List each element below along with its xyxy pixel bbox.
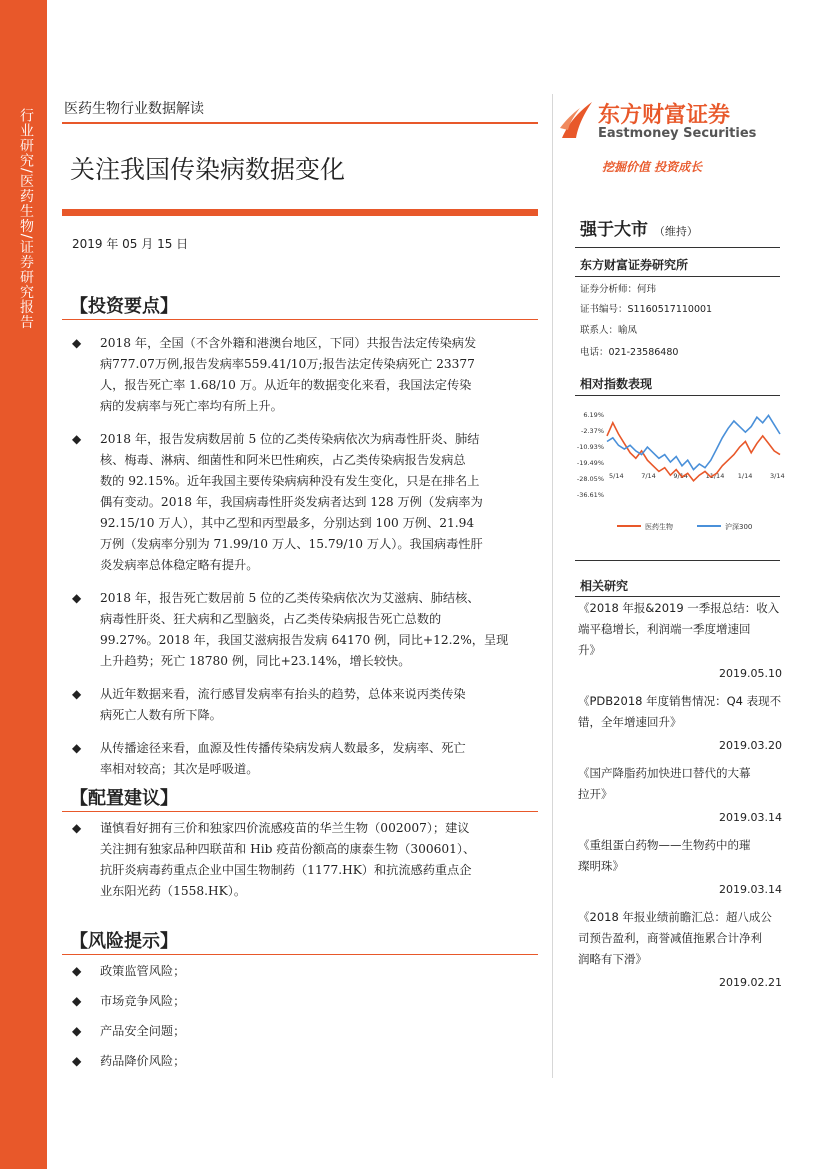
sidebar [0, 0, 47, 1169]
bullet-diamond-icon: ◆ [72, 591, 82, 605]
related-report-link[interactable] [578, 907, 782, 970]
invest-bullet-line: 2018 年，全国（不含外籍和港澳台地区，下同）共报告法定传染病发 [100, 336, 477, 350]
bullet-diamond-icon: ◆ [72, 994, 82, 1008]
rating-label: 强于大市 [580, 220, 648, 240]
risk-item [72, 1052, 185, 1069]
column-divider [552, 94, 553, 1078]
y-tick-label: 6.19% [583, 411, 604, 419]
risk-item-text: 药品降价风险； [100, 1054, 186, 1068]
bullet-diamond-icon: ◆ [72, 964, 82, 978]
invest-bullet-line: 2018 年，报告发病数居前 5 位的乙类传染病依次为病毒性肝炎、肺结 [100, 432, 480, 446]
institute-name: 东方财富证券研究所 [580, 258, 689, 272]
rating [580, 215, 698, 240]
invest-bullet-line: 病777.07万例,报告发病率559.41/10万;报告法定传染病死亡 23377 [100, 357, 475, 371]
x-tick-label: 11/14 [705, 472, 725, 480]
related-title: 相关研究 [580, 579, 629, 593]
brand-name-en: Eastmoney Securities [598, 126, 757, 141]
x-tick-label: 3/14 [770, 472, 785, 480]
invest-bullet-line: 率相对较高；其次是呼吸道。 [100, 762, 259, 776]
risk-item-text: 产品安全问题； [100, 1024, 186, 1038]
cert-number: 证书编号：S1160517110001 [580, 304, 713, 315]
brand-name: 东方财富证券 [598, 103, 731, 128]
related-report-link[interactable] [578, 691, 782, 733]
title-rule [62, 209, 538, 216]
invest-bullet [72, 588, 538, 672]
brand-logo-icon [558, 98, 594, 142]
related-report-date: 2019.03.20 [719, 739, 782, 752]
risk-item [72, 1022, 185, 1039]
related-report-title-line: 润略有下滑》 [578, 952, 647, 966]
related-report-title-line: 拉开》 [578, 787, 613, 801]
related-report-link[interactable] [578, 763, 782, 805]
related-rule [575, 596, 780, 597]
invest-bullet-line: 99.27%。2018 年，我国艾滋病报告发病 64170 例，同比+12.2%，呈现 [100, 633, 509, 647]
config-bullet [72, 818, 538, 902]
section-rule-risk [62, 954, 538, 955]
brand-slogan: 挖掘价值 投资成长 [602, 160, 703, 174]
related-report-title-line: 璨明珠》 [578, 859, 624, 873]
invest-bullet-line: 从近年数据来看，流行感冒发病率有抬头的趋势，总体来说丙类传染 [100, 687, 466, 701]
invest-bullet-line: 上升趋势；死亡 18780 例，同比+23.14%，增长较快。 [100, 654, 411, 668]
invest-bullet-line: 核、梅毒、淋病、细菌性和阿米巴性痢疾，占乙类传染病报告发病总 [100, 453, 466, 467]
bullet-diamond-icon: ◆ [72, 1024, 82, 1038]
invest-bullet [72, 684, 538, 726]
invest-bullet [72, 333, 538, 417]
chart-panel-title: 相对指数表现 [580, 377, 653, 391]
invest-bullet-line: 病死亡人数有所下降。 [100, 708, 222, 722]
invest-bullet-line: 92.15/10 万人），其中乙型和丙型最多，分别达到 100 万例、21.94 [100, 516, 475, 530]
y-tick-label: -28.05% [576, 475, 604, 483]
related-report-link[interactable] [578, 835, 782, 877]
series-line-0 [607, 423, 780, 481]
bullet-diamond-icon: ◆ [72, 1054, 82, 1068]
invest-bullet-line: 数的 92.15%。近年我国主要传染病病种没有发生变化，只是在排名上 [100, 474, 480, 488]
related-report-title-line: 《2018 年报&2019 一季报总结：收入 [578, 601, 780, 615]
related-report-date: 2019.02.21 [719, 976, 782, 989]
chart-panel-rule [575, 395, 780, 396]
sidebar-label: 行业研究/医药生物/证券研究报告 [18, 108, 34, 330]
x-tick-label: 9/14 [673, 472, 689, 480]
bullet-diamond-icon: ◆ [72, 687, 82, 701]
invest-bullet-line: 万例（发病率分别为 71.99/10 万人、15.79/10 万人）。我国病毒性肝 [100, 537, 483, 551]
rating-rule [575, 247, 780, 248]
config-bullet-line: 谨慎看好拥有三价和独家四价流感疫苗的华兰生物（002007）；建议 [100, 821, 470, 835]
invest-bullet-text [100, 684, 538, 726]
rating-sub: （维持） [653, 225, 698, 238]
risk-item-text: 政策监管风险； [100, 964, 186, 978]
related-report-title-line: 升》 [578, 643, 601, 657]
report-date: 2019 年 05 月 15 日 [72, 237, 189, 251]
institute-rule [575, 276, 780, 277]
header-rule [62, 122, 538, 124]
bullet-diamond-icon: ◆ [72, 821, 82, 835]
config-bullet-line: 业东阳光药（1558.HK）。 [100, 884, 247, 898]
section-title-config: 【配置建议】 [70, 788, 178, 809]
page-title: 关注我国传染病数据变化 [70, 155, 346, 184]
related-report-title-line: 端平稳增长，利润端一季度增速回 [578, 622, 751, 636]
related-report-date: 2019.05.10 [719, 667, 782, 680]
y-tick-label: -36.61% [576, 491, 604, 499]
y-tick-label: -10.93% [576, 443, 604, 451]
invest-bullet-text [100, 333, 538, 417]
risk-item [72, 992, 185, 1009]
related-report-date: 2019.03.14 [719, 883, 782, 896]
invest-bullet-line: 病的发病率与死亡率均有所上升。 [100, 399, 283, 413]
report-category: 医药生物行业数据解读 [64, 101, 204, 117]
section-title-risk: 【风险提示】 [70, 931, 178, 952]
invest-bullet-line: 从传播途径来看，血源及性传播传染病发病人数最多，发病率、死亡 [100, 741, 466, 755]
invest-bullet-text [100, 588, 538, 672]
related-report-title-line: 《国产降脂药加快进口替代的大幕 [578, 766, 751, 780]
x-tick-label: 7/14 [641, 472, 656, 480]
series-line-1 [607, 415, 780, 469]
config-bullet-text [100, 818, 538, 902]
related-report-title-line: 《重组蛋白药物——生物药中的璀 [578, 838, 751, 852]
invest-bullet-line: 病毒性肝炎、狂犬病和乙型脑炎，占乙类传染病报告死亡总数的 [100, 612, 442, 626]
chart-bottom-rule [575, 560, 780, 561]
relative-index-chart [575, 405, 785, 540]
invest-bullet-line: 偶有变动。2018 年，我国病毒性肝炎发病者达到 128 万例（发病率为 [100, 495, 483, 509]
x-tick-label: 5/14 [609, 472, 624, 480]
bullet-diamond-icon: ◆ [72, 741, 82, 755]
config-bullet-line: 抗肝炎病毒药重点企业中国生物制药（1177.HK）和抗流感药重点企 [100, 863, 472, 877]
x-tick-label: 1/14 [737, 472, 753, 480]
section-rule-config [62, 811, 538, 812]
phone: 电话：021-23586480 [580, 347, 679, 358]
bullet-diamond-icon: ◆ [72, 432, 82, 446]
related-report-date: 2019.03.14 [719, 811, 782, 824]
related-report-title-line: 司预告盈利，商誉减值拖累合计净利 [578, 931, 762, 945]
related-report-title-line: 《PDB2018 年度销售情况：Q4 表现不 [578, 694, 782, 708]
related-report-link[interactable] [578, 598, 782, 661]
related-report-title-line: 《2018 年报业绩前瞻汇总：超八成公 [578, 910, 772, 924]
invest-bullet-text [100, 738, 538, 780]
invest-bullet-text [100, 429, 538, 576]
related-report-title-line: 错，全年增速回升》 [578, 715, 682, 729]
y-tick-label: -19.49% [576, 459, 604, 467]
config-bullet-line: 关注拥有独家品种四联苗和 Hib 疫苗份额高的康泰生物（300601）、 [100, 842, 476, 856]
invest-bullet-line: 2018 年，报告死亡数居前 5 位的乙类传染病依次为艾滋病、肺结核、 [100, 591, 480, 605]
invest-bullet-line: 炎发病率总体稳定略有提升。 [100, 558, 259, 572]
section-title-invest: 【投资要点】 [70, 296, 178, 317]
risk-item [72, 962, 185, 979]
analyst: 证券分析师：何玮 [580, 284, 657, 295]
y-tick-label: -2.37% [581, 427, 604, 435]
invest-bullet [72, 738, 538, 780]
legend-label: 沪深300 [725, 523, 753, 531]
bullet-diamond-icon: ◆ [72, 336, 82, 350]
invest-bullet-line: 人，报告死亡率 1.68/10 万。从近年的数据变化来看，我国法定传染 [100, 378, 472, 392]
legend-label: 医药生物 [645, 523, 673, 531]
section-rule-invest [62, 319, 538, 320]
invest-bullet [72, 429, 538, 576]
risk-item-text: 市场竞争风险； [100, 994, 186, 1008]
contact: 联系人：喻凤 [580, 325, 638, 336]
